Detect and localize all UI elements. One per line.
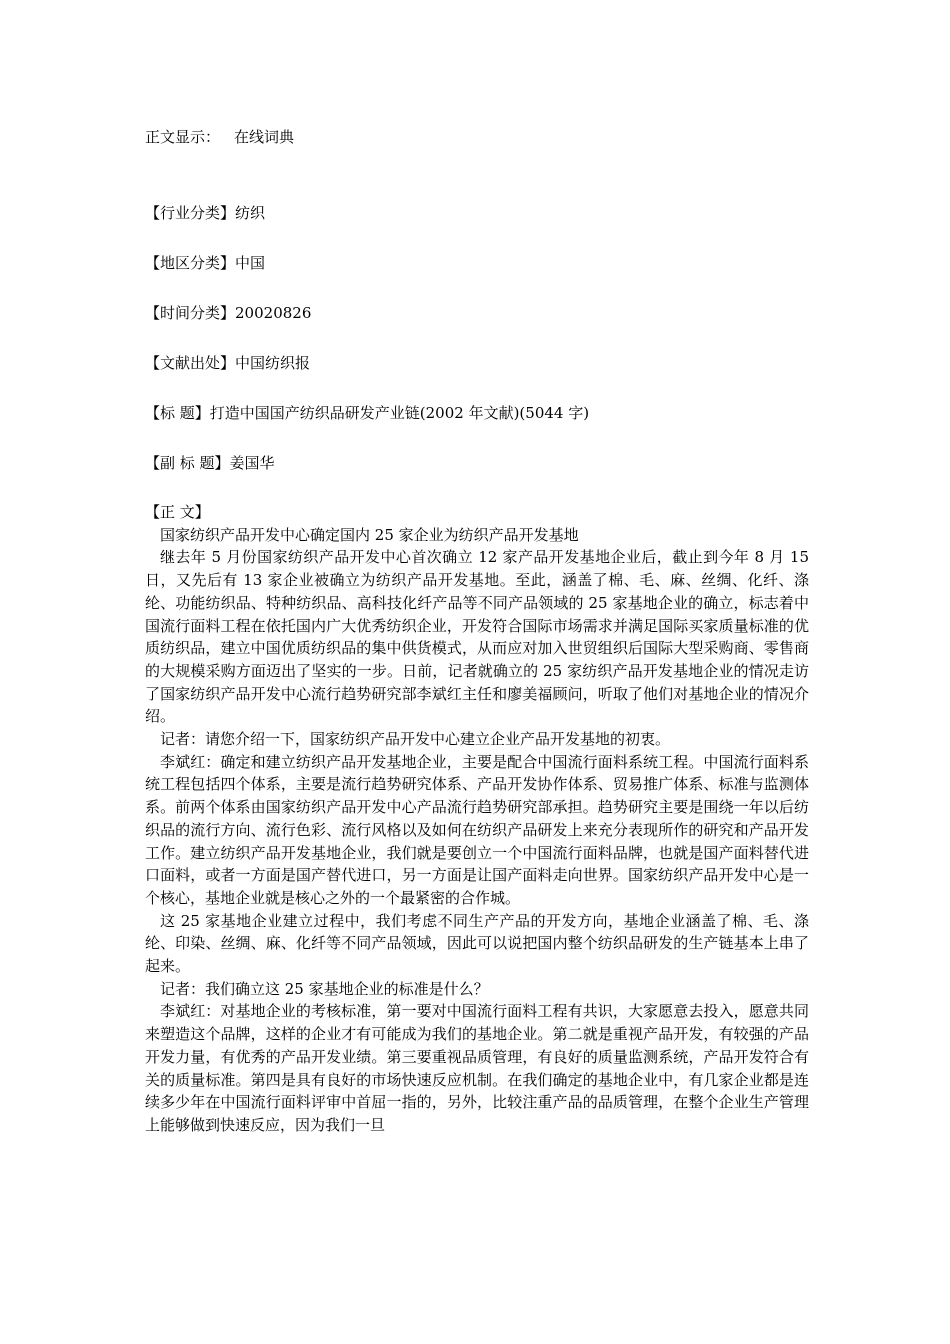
meta-value: 纺织 (235, 204, 266, 222)
body-label: 【正 文】 (145, 503, 210, 521)
article-paragraph: 这 25 家基地企业建立过程中，我们考虑不同生产产品的开发方向，基地企业涵盖了棉、毛、涤纶、印染、丝绸、麻、化纤等不同产品领域，因此可以说把国内整个纺织品研发的生产链基本上串了起来。 (145, 911, 809, 976)
meta-key: 【时间分类】 (145, 304, 236, 322)
meta-title (145, 403, 805, 423)
meta-key: 【文献出处】 (145, 354, 236, 372)
meta-key: 【标 题】 (145, 404, 210, 422)
meta-date (145, 303, 805, 323)
meta-subtitle (145, 453, 805, 473)
online-dictionary-link[interactable]: 在线词典 (234, 128, 295, 146)
meta-value: 打造中国国产纺织品研发产业链(2002 年文献)(5044 字) (209, 404, 590, 422)
meta-value: 20020826 (235, 304, 312, 322)
display-header (145, 127, 294, 147)
meta-source (145, 353, 805, 373)
article-paragraph: 李斌红：确定和建立纺织产品开发基地企业，主要是配合中国流行面料系统工程。中国流行面料系统工程包括四个体系，主要是流行趋势研究体系、产品开发协作体系、贸易推广体系、标准与监测体系。前两个体系由国家纺织产品开发中心产品流行趋势研究部承担。趋势研究主要是围绕一年以后纺织品的流行方向、流行色彩、流行风格以及如何在纺织产品研发上来充分表现所作的研究和产品开发工作。建立纺织产品开发基地企业，我们就是要创立一个中国流行面料品牌，也就是国产面料替代进口面料，或者一方面是国产替代进口，另一方面是让国产面料走向世界。国家纺织产品开发中心是一个核心，基地企业就是核心之外的一个最紧密的合作城。 (145, 752, 809, 907)
article-body (145, 501, 809, 1137)
meta-key: 【副 标 题】 (145, 454, 230, 472)
metadata-list (145, 203, 805, 503)
article-paragraph: 继去年 5 月份国家纺织产品开发中心首次确立 12 家产品开发基地企业后，截止到今年 8 月 15 日，又先后有 13 家企业被确立为纺织产品开发基地。至此，涵盖了棉、毛、麻、丝绸、化纤、涤纶、功能纺织品、特种纺织品、高科技化纤产品等不同产品领域的 25 家基地企业的确立，标志着中国流行面料工程在依托国内广大优秀纺织企业，开发符合国际市场需求并满足国际买家质量标准的优质纺织品，建立中国优质纺织品的集中供货模式，从而应对加入世贸组织后国际大型采购商、零售商的大规模采购方面迈出了坚实的一步。日前，记者就确立的 25 家纺织产品开发基地企业的情况走访了国家纺织产品开发中心流行趋势研究部李斌红主任和廖美福顾问，听取了他们对基地企业的情况介绍。 (145, 548, 809, 726)
article-paragraph: 记者：请您介绍一下，国家纺织产品开发中心建立企业产品开发基地的初衷。 (160, 730, 671, 749)
article-paragraph: 记者：我们确立这 25 家基地企业的标准是什么？ (160, 979, 489, 998)
article-paragraph: 李斌红：对基地企业的考核标准，第一要对中国流行面料工程有共识，大家愿意去投入，愿意共同来塑造这个品牌，这样的企业才有可能成为我们的基地企业。第二就是重视产品开发，有较强的产品开发力量，有优秀的产品开发业绩。第三要重视品质管理，有良好的质量监测系统，产品开发符合有关的质量标准。第四是具有良好的市场快速反应机制。在我们确定的基地企业中，有几家企业都是连续多少年在中国流行面料评审中首屈一指的，另外，比较注重产品的品质管理，在整个企业生产管理上能够做到快速反应，因为我们一旦 (145, 1002, 809, 1134)
meta-key: 【行业分类】 (145, 204, 236, 222)
meta-value: 中国纺织报 (235, 354, 311, 372)
display-label: 正文显示： (145, 128, 221, 146)
meta-industry (145, 203, 805, 223)
meta-key: 【地区分类】 (145, 254, 236, 272)
article-paragraph: 国家纺织产品开发中心确定国内 25 家企业为纺织产品开发基地 (160, 525, 579, 544)
meta-value: 中国 (235, 254, 266, 272)
meta-value: 姜国华 (229, 454, 275, 472)
meta-region (145, 253, 805, 273)
